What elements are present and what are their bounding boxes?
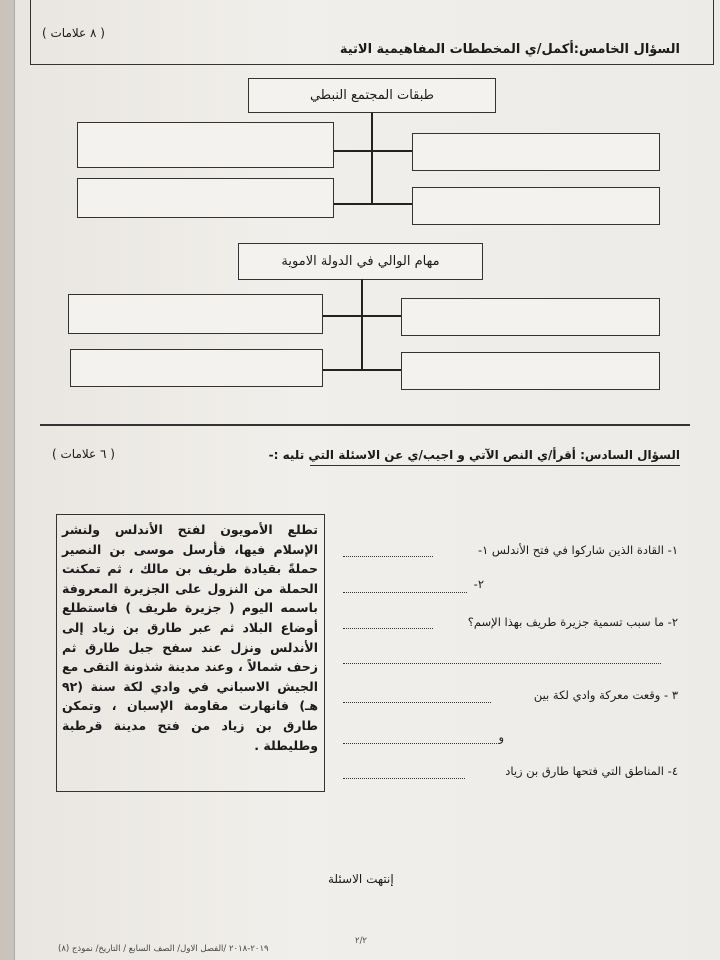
diagram2-title: مهام الوالي في الدولة الاموية (281, 254, 440, 269)
diagram1-title: طبقات المجتمع النبطي (309, 88, 435, 103)
question-three-and: و (498, 730, 504, 744)
page-number: ٢/٢ (355, 936, 367, 946)
diagram1-title-box (248, 78, 496, 113)
answer-line-1b[interactable] (343, 592, 467, 593)
answer-line-2a[interactable] (343, 628, 433, 629)
diagram2-answer-box-left-bottom[interactable] (70, 349, 323, 387)
diagram2-branch-bottom (322, 369, 401, 371)
diagram1-answer-box-left-bottom[interactable] (77, 178, 334, 218)
answer-line-3a[interactable] (343, 702, 491, 703)
question-one-part-two: ٢- (473, 577, 484, 591)
diagram2-answer-box-right-top[interactable] (401, 298, 660, 336)
diagram1-answer-box-right-top[interactable] (412, 133, 660, 171)
diagram1-trunk (371, 113, 373, 205)
answer-line-4[interactable] (343, 778, 465, 779)
diagram1-branch-top (333, 150, 412, 152)
question-six-underline (310, 465, 680, 466)
question-two-text: ٢- ما سبب تسمية جزيرة طريف بهذا الإسم؟ (467, 615, 678, 629)
section-divider (40, 424, 690, 426)
diagram2-answer-box-right-bottom[interactable] (401, 352, 660, 390)
diagram2-title-box (238, 243, 483, 280)
diagram2-branch-top (322, 315, 401, 317)
diagram2-answer-box-left-top[interactable] (68, 294, 323, 334)
footer-text: ٢٠١٩-٢٠١٨ /الفصل الاول/ الصف السابع / التاريخ/ نموذج (٨) (58, 944, 269, 954)
answer-line-2b[interactable] (343, 663, 661, 664)
diagram1-branch-bottom (333, 203, 412, 205)
question-one-text: ١- القادة الذين شاركوا في فتح الأندلس ١- (477, 543, 678, 557)
question-five-marks: ( ٨ علامات ) (42, 26, 105, 40)
question-six-title: السؤال السادس: أقرأ/ي النص الآتي و اجيب/ي عن الاسئلة التي تليه :- (268, 448, 680, 462)
passage-text: تطلع الأمويون لفتح الأندلس ولنشر الإسلام فيها، فأرسل موسى بن النصير حملةً بقيادة طريف بن مالك ، ثم تمكنت الحملة من النزول على الجزيرة المعروفة باسمه اليوم ( جزيرة طريف ) فاستطلع أوضاع البلاد ثم عبر طارق بن زياد إلى الأندلس ونزل عند سفح جبل طارق ثم زحف شمالاً ، وعند مدينة شذونة التقى مع الجيش الاسباني في وادي لكة سنة (٩٢ هـ) فانهارت مقاومة الإسبان ، وتمكن طارق بن زياد من فتح مدينة قرطبة وطليطلة . (62, 522, 318, 753)
diagram1-answer-box-left-top[interactable] (77, 122, 334, 168)
question-four-text: ٤- المناطق التي فتحها طارق بن زياد (505, 764, 678, 778)
question-three-text: ٣ - وقعت معركة وادي لكة بين (533, 688, 678, 702)
answer-line-1a[interactable] (343, 556, 433, 557)
question-six-marks: ( ٦ علامات ) (52, 447, 115, 461)
question-five-title: السؤال الخامس:أكمل/ي المخططات المفاهيمية الاتية (339, 42, 680, 57)
diagram2-trunk (361, 279, 363, 370)
end-of-questions: إنتهت الاسئلة (328, 872, 394, 886)
diagram1-answer-box-right-bottom[interactable] (412, 187, 660, 225)
answer-line-3b[interactable] (343, 743, 499, 744)
